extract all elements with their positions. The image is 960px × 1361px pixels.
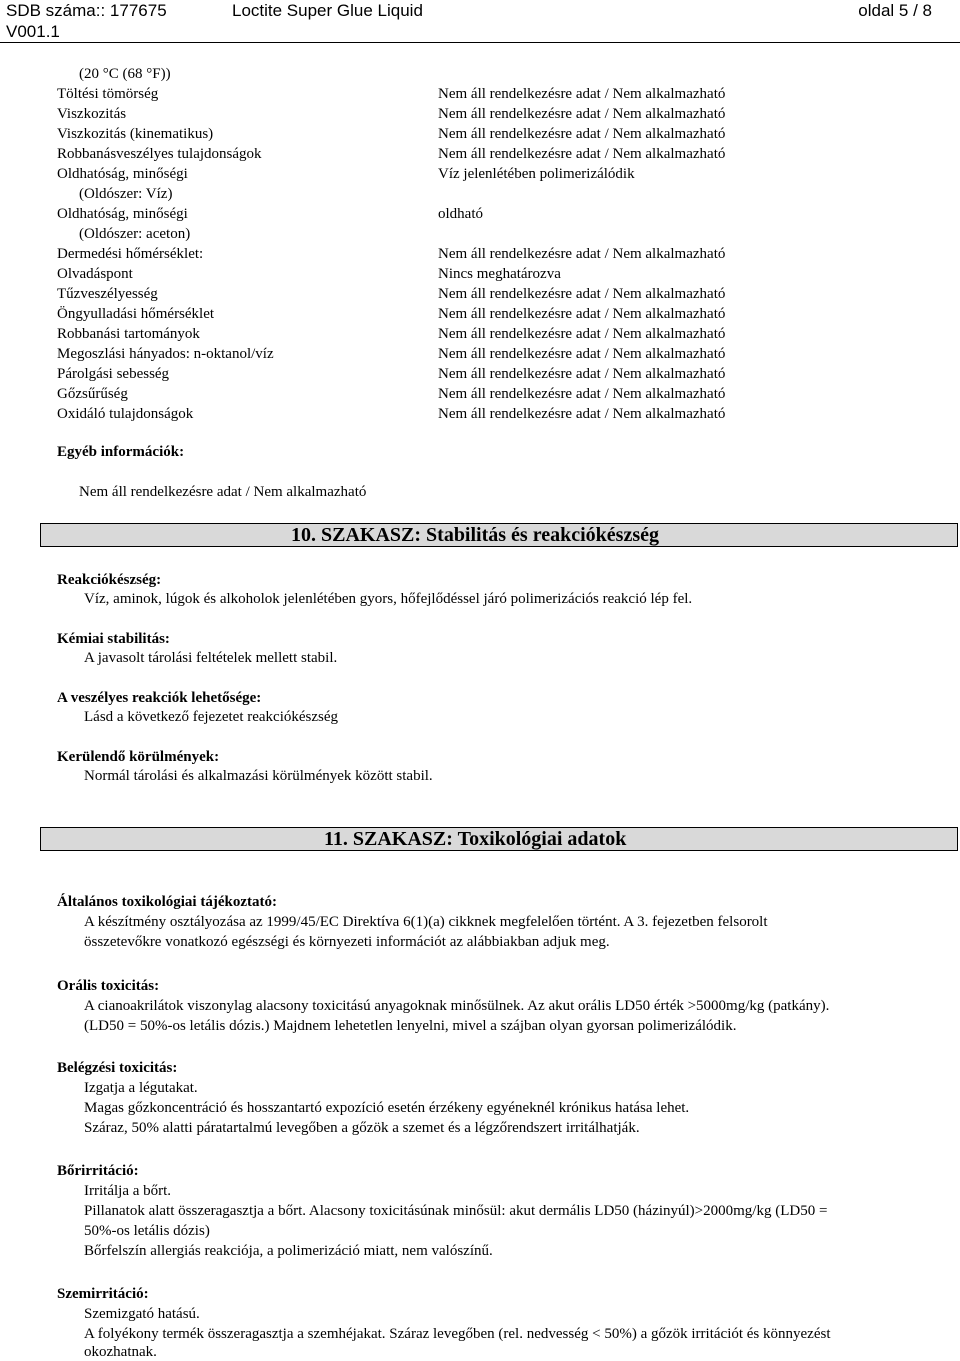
property-row <box>57 326 917 346</box>
property-name: Töltési tömörség <box>57 86 159 102</box>
property-row <box>57 226 917 246</box>
oral-tox-label: Orális toxicitás: <box>57 978 160 994</box>
inhalation-tox-label: Belégzési toxicitás: <box>57 1060 178 1076</box>
hazardous-reactions-text: Lásd a következő fejezetet reakciókészség <box>84 709 339 725</box>
general-tox-line: összetevőkre vonatkozó egészségi és környezeti információt az alábbiakban adjuk meg. <box>84 934 610 950</box>
property-row <box>57 106 917 126</box>
reactivity-label: Reakciókészség: <box>57 572 162 588</box>
property-value: Nem áll rendelkezésre adat / Nem alkalmazható <box>438 406 726 422</box>
sds-number: SDB száma:: 177675 <box>6 1 167 20</box>
property-name: (Oldószer: Víz) <box>79 186 173 202</box>
property-name: Robbanási tartományok <box>57 326 200 342</box>
property-value: oldható <box>438 206 483 222</box>
other-info-label: Egyéb információk: <box>57 444 185 460</box>
property-value: Nem áll rendelkezésre adat / Nem alkalmazható <box>438 246 726 262</box>
stability-text: A javasolt tárolási feltételek mellett stabil. <box>84 650 338 666</box>
section-11-bar <box>40 827 958 851</box>
general-tox-label: Általános toxikológiai tájékoztató: <box>57 894 277 910</box>
property-value: Nem áll rendelkezésre adat / Nem alkalmazható <box>438 146 726 162</box>
skin-irritation-line: Pillanatok alatt összeragasztja a bőrt. Alacsony toxicitásúnak minősül: akut dermális LD50 (házinyúl)>2000mg/kg (LD50 = <box>84 1203 828 1219</box>
property-row <box>57 286 917 306</box>
property-row <box>57 66 917 86</box>
property-row <box>57 126 917 146</box>
property-name: Oxidáló tulajdonságok <box>57 406 194 422</box>
property-value: Nem áll rendelkezésre adat / Nem alkalmazható <box>438 386 726 402</box>
property-name: Tűzveszélyesség <box>57 286 158 302</box>
section-10-title: 10. SZAKASZ: Stabilitás és reakciókészség <box>291 524 659 546</box>
skin-irritation-label: Bőrirritáció: <box>57 1163 139 1179</box>
property-name: Öngyulladási hőmérséklet <box>57 306 215 322</box>
property-value: Nem áll rendelkezésre adat / Nem alkalmazható <box>438 306 726 322</box>
property-name: Oldhatóság, minőségi <box>57 166 188 182</box>
property-value: Nem áll rendelkezésre adat / Nem alkalmazható <box>438 126 726 142</box>
version: V001.1 <box>6 22 60 41</box>
property-value: Nincs meghatározva <box>438 266 561 282</box>
property-row <box>57 406 917 426</box>
skin-irritation-line: Bőrfelszín allergiás reakciója, a polimerizáció miatt, nem valószínű. <box>84 1243 493 1259</box>
hazardous-reactions-label: A veszélyes reakciók lehetősége: <box>57 690 262 706</box>
inhalation-tox-line: Száraz, 50% alatti páratartalmú levegőben a gőzök a szemet és a légzőrendszert irritálhatják. <box>84 1120 640 1136</box>
general-tox-line: A készítmény osztályozása az 1999/45/EC Direktíva 6(1)(a) cikknek megfelelően történt. A 3. fejezetben felsorolt <box>84 914 768 930</box>
conditions-to-avoid-text: Normál tárolási és alkalmazási körülmények között stabil. <box>84 768 433 784</box>
property-name: Dermedési hőmérséklet: <box>57 246 204 262</box>
property-value: Nem áll rendelkezésre adat / Nem alkalmazható <box>438 106 726 122</box>
eye-irritation-line: Szemizgató hatású. <box>84 1306 200 1322</box>
oral-tox-line: A cianoakrilátok viszonylag alacsony toxicitású anyagoknak minősülnek. Az akut orális LD50 érték >5000mg/kg (patkány). <box>84 998 830 1014</box>
property-name: Viszkozitás (kinematikus) <box>57 126 214 142</box>
property-value: Nem áll rendelkezésre adat / Nem alkalmazható <box>438 346 726 362</box>
other-info-text: Nem áll rendelkezésre adat / Nem alkalmazható <box>79 484 367 500</box>
stability-label: Kémiai stabilitás: <box>57 631 170 647</box>
property-name: Megoszlási hányados: n-oktanol/víz <box>57 346 274 362</box>
property-name: Viszkozitás <box>57 106 127 122</box>
page-header <box>0 0 960 44</box>
property-name: Gőzsűrűség <box>57 386 128 402</box>
property-name: (20 °C (68 °F)) <box>79 66 171 82</box>
skin-irritation-line: Irritálja a bőrt. <box>84 1183 172 1199</box>
oral-tox-line: (LD50 = 50%-os letális dózis.) Majdnem lehetetlen lenyelni, mivel a szájban olyan gyorsan polimerizálódik. <box>84 1018 737 1034</box>
product-name: Loctite Super Glue Liquid <box>232 1 423 20</box>
property-name: Oldhatóság, minőségi <box>57 206 188 222</box>
property-row <box>57 346 917 366</box>
header-rule <box>0 42 960 43</box>
property-row <box>57 246 917 266</box>
eye-irritation-line: okozhatnak. <box>84 1344 157 1360</box>
section-11-title: 11. SZAKASZ: Toxikológiai adatok <box>324 828 627 850</box>
property-row <box>57 266 917 286</box>
property-row <box>57 366 917 386</box>
property-row <box>57 86 917 106</box>
property-row <box>57 386 917 406</box>
property-name: Olvadáspont <box>57 266 133 282</box>
skin-irritation-line: 50%-os letális dózis) <box>84 1223 210 1239</box>
page-number: oldal 5 / 8 <box>858 1 932 20</box>
property-row <box>57 186 917 206</box>
property-row <box>57 306 917 326</box>
property-name: (Oldószer: aceton) <box>79 226 191 242</box>
property-row <box>57 206 917 226</box>
property-value: Nem áll rendelkezésre adat / Nem alkalmazható <box>438 366 726 382</box>
property-name: Robbanásveszélyes tulajdonságok <box>57 146 262 162</box>
conditions-to-avoid-label: Kerülendő körülmények: <box>57 749 220 765</box>
eye-irritation-line: A folyékony termék összeragasztja a szemhéjakat. Száraz levegőben (rel. nedvesség < 50%) a gőzök irritációt és könnyezést <box>84 1326 831 1342</box>
eye-irritation-label: Szemirritáció: <box>57 1286 149 1302</box>
property-value: Nem áll rendelkezésre adat / Nem alkalmazható <box>438 86 726 102</box>
reactivity-text: Víz, aminok, lúgok és alkoholok jelenlétében gyors, hőfejlődéssel járó polimerizációs reakció lép fel. <box>84 591 693 607</box>
section-10-bar <box>40 523 958 547</box>
property-value: Víz jelenlétében polimerizálódik <box>438 166 635 182</box>
inhalation-tox-line: Izgatja a légutakat. <box>84 1080 198 1096</box>
inhalation-tox-line: Magas gőzkoncentráció és hosszantartó expozíció esetén érzékeny egyéneknél krónikus hatása lehet. <box>84 1100 690 1116</box>
property-value: Nem áll rendelkezésre adat / Nem alkalmazható <box>438 286 726 302</box>
property-row <box>57 166 917 186</box>
property-name: Párolgási sebesség <box>57 366 170 382</box>
property-value: Nem áll rendelkezésre adat / Nem alkalmazható <box>438 326 726 342</box>
property-row <box>57 146 917 166</box>
